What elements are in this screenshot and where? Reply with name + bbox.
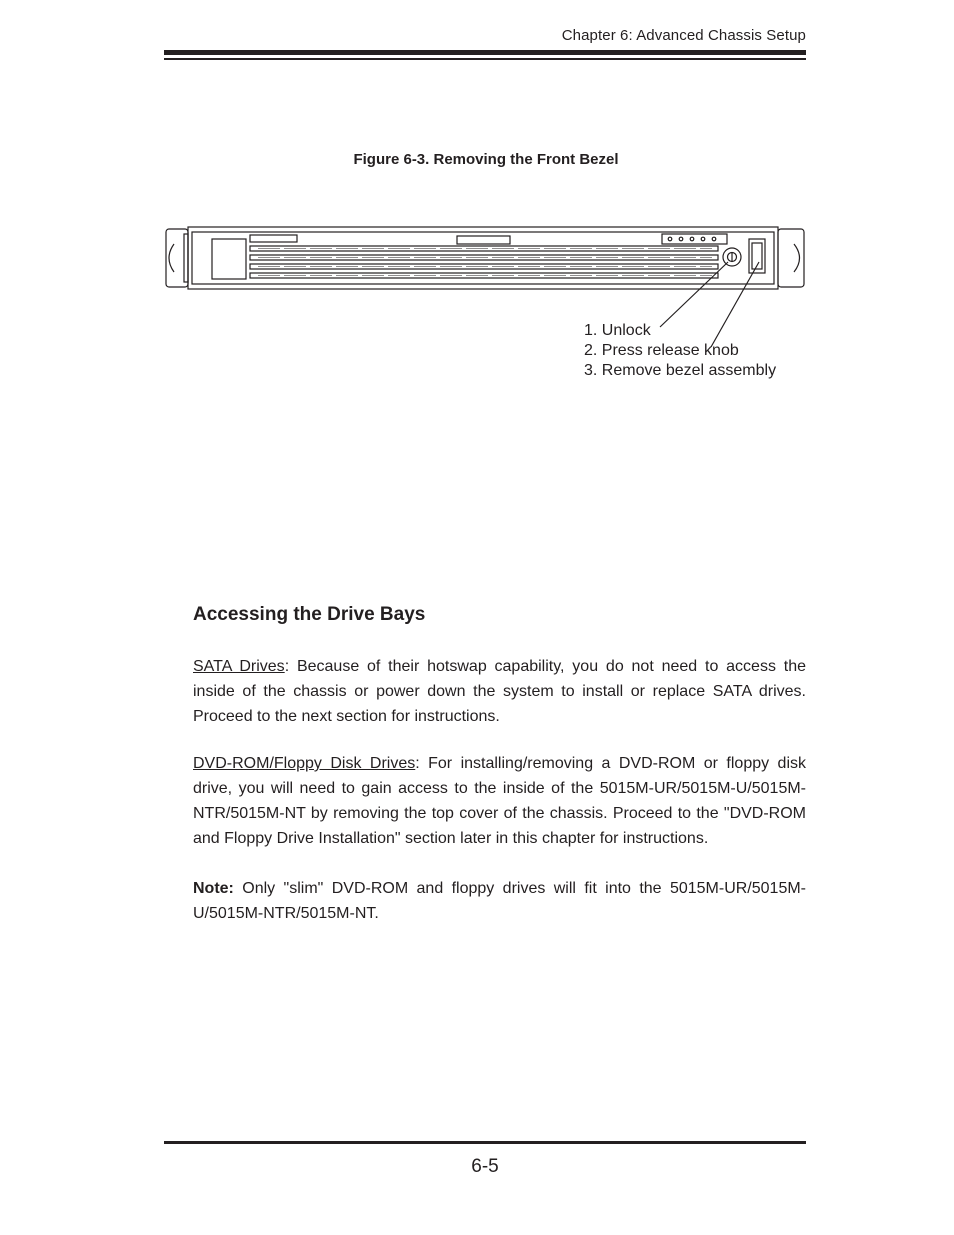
term-dvd-floppy: DVD-ROM/Floppy Disk Drives [193, 755, 416, 772]
paragraph-note [193, 876, 806, 926]
paragraph-body: Only "slim" DVD-ROM and floppy drives will fit into the 5015M-UR/5015M-U/5015M-NTR/5015M-NT. [193, 880, 806, 922]
callout-item: 2. Press release knob [584, 342, 739, 359]
header-rule-thin [164, 58, 806, 60]
paragraph-body: : Because of their hotswap capability, you do not need to access the inside of the chassis or power down the system to install or replace SATA drives. Proceed to the next section for instructions. [193, 658, 807, 725]
term-sata-drives: SATA Drives [193, 658, 285, 675]
paragraph-body: : For installing/removing a DVD-ROM or floppy disk drive, you will need to gain access to the inside of the 5015M-UR/5015M-U/5015M-NTR/5015M-NT by removing the top cover of the chassis. Proceed to the "DVD-ROM and Floppy Drive Installation" section later in this chapter for instructions. [193, 755, 807, 847]
header-rule-thick [164, 50, 806, 55]
paragraph-dvd-floppy [193, 751, 806, 851]
callout-item: 1. Unlock [584, 322, 651, 339]
note-label: Note: [193, 880, 234, 897]
figure-caption: Figure 6-3. Removing the Front Bezel [353, 151, 619, 168]
running-header: Chapter 6: Advanced Chassis Setup [561, 27, 806, 44]
footer-rule [164, 1141, 806, 1144]
figure-callout-list [584, 321, 776, 381]
paragraph-sata-drives [193, 654, 806, 729]
page-number: 6-5 [471, 1156, 499, 1177]
callout-item: 3. Remove bezel assembly [584, 362, 777, 379]
section-heading: Accessing the Drive Bays [193, 604, 426, 625]
